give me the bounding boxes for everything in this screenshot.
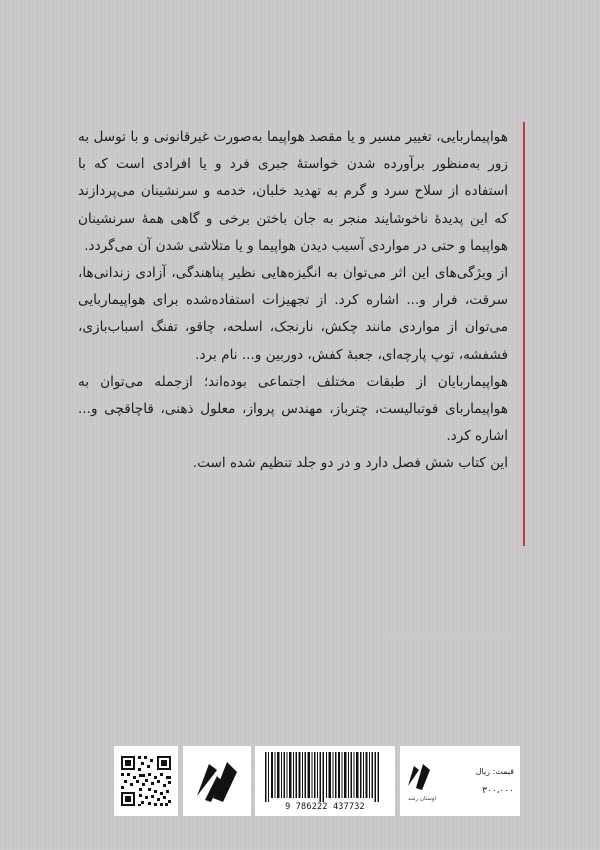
- price-value: ۳۰۰،۰۰۰: [482, 786, 514, 796]
- publisher-logo-small-icon: [404, 758, 434, 794]
- publisher-logo-icon: [183, 746, 251, 816]
- blurb-paragraph-3: هواپیماربایان از طبقات مختلف اجتماعی بوده‌اند؛ ازجمله می‌توان به هواپیماربای فوتبالیست، چترباز، مهندس پرواز، معلول ذهنی، قاچاقچی و... اشاره کرد.: [78, 373, 508, 445]
- blurb-paragraph-4: این کتاب شش فصل دارد و در دو جلد تنظیم شده است.: [192, 455, 508, 472]
- red-vertical-rule: [523, 122, 525, 546]
- price-label: قیمت: ریال: [475, 767, 514, 776]
- qr-code-label: [114, 746, 178, 816]
- isbn-barcode: [255, 746, 395, 816]
- barcode-digits: 9 786222 437732: [285, 802, 365, 812]
- price-publisher-name: اوستان رشد: [408, 796, 437, 802]
- blurb-paragraph-2: از ویژگی‌های این اثر می‌توان به انگیزه‌هایی نظیر پناهندگی، آزادی زندانی‌ها، سرقت، فرار و... اشاره کرد. از تجهیزات استفاده‌شده برای هواپیماربایی می‌توان از مواردی مانند چکش، نارنجک، اسلحه، چاقو، تفنگ اسباب‌بازی، فشفشه، توپ پارچه‌ای، جعبهٔ کفش، دوربین و... نام برد.: [78, 265, 508, 363]
- price-sticker: [400, 746, 520, 816]
- blurb-paragraph-1: هواپیماربایی، تغییر مسیر و یا مقصد هواپیما به‌صورت غیرقانونی و با توسل به زور به‌منظور برآورده شدن خواستهٔ جبری فرد و یا افرادی است که با استفاده از سلاح سرد و گرم به تهدید خلبان، خدمه و سرنشینان می‌پردازند که این پدیدهٔ ناخوشایند منجر به جان باختن برخی و گاهی همهٔ سرنشینان هواپیما و حتی در مواردی آسیب دیدن هواپیما و یا متلاشی شدن آن می‌گردد.: [78, 129, 508, 254]
- blurb-text: [78, 124, 508, 478]
- publisher-logo-box: [183, 746, 251, 816]
- qr-code-icon: [114, 746, 178, 816]
